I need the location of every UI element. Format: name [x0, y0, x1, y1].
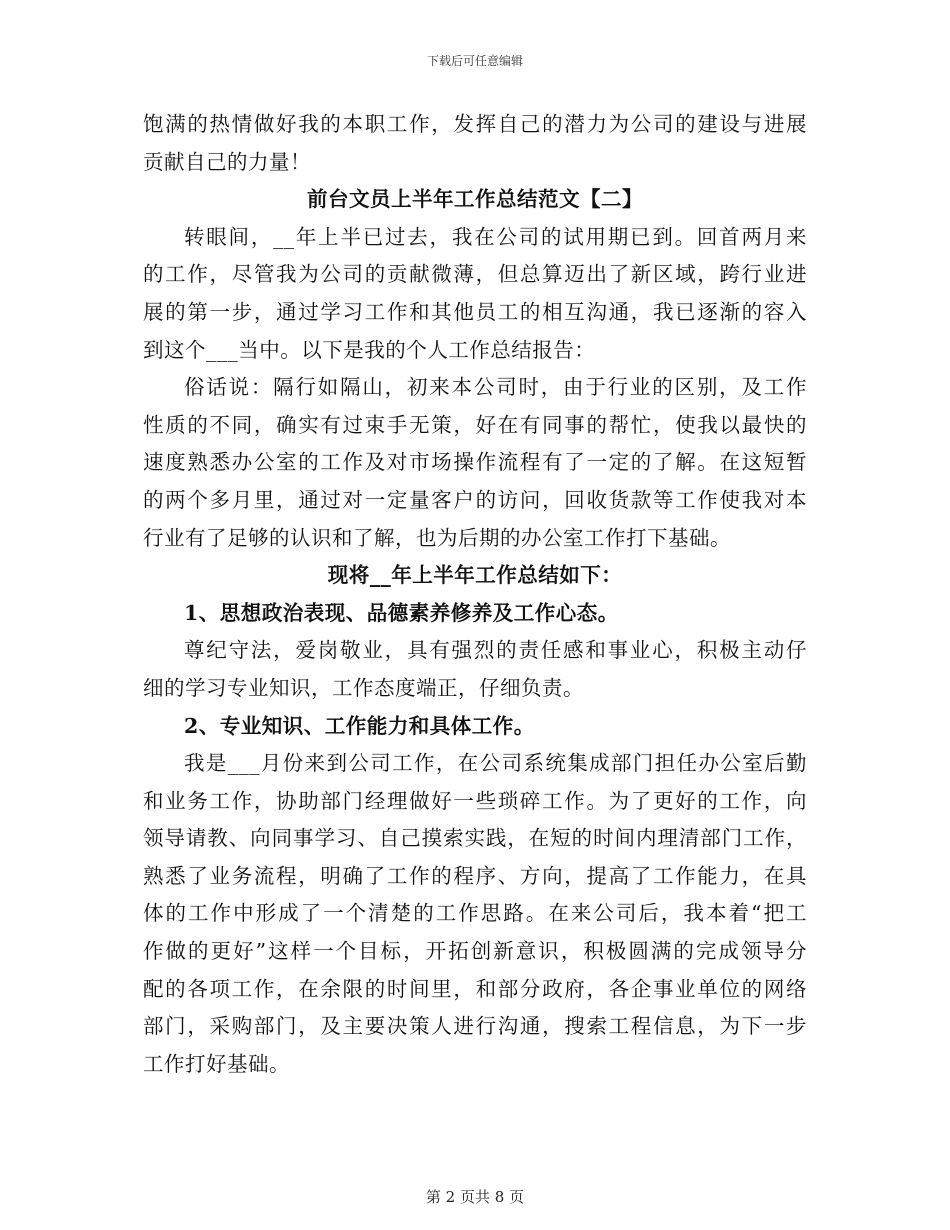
page-header: 下载后可任意编辑	[426, 54, 523, 68]
text-line: 速度熟悉办公室的工作及对市场操作流程有了一定的了解。在这短暂	[143, 450, 807, 475]
text-line: 工作打好基础。	[143, 1051, 290, 1076]
text-line: 细的学习专业知识，工作态度端正，仔细负责。	[143, 675, 584, 700]
text-line: 作做的更好”这样一个目标，开拓创新意识，积极圆满的完成领导分	[143, 939, 807, 964]
summary-heading: 现将__年上半年工作总结如下：	[327, 563, 623, 588]
text-line: 展的第一步，通过学习工作和其他员工的相互沟通，我已逐渐的容入	[143, 299, 807, 324]
subsection-heading: 2、专业知识、工作能力和具体工作。	[184, 713, 535, 738]
text-line: 饱满的热情做好我的本职工作，发挥自己的潜力为公司的建设与进展	[143, 112, 807, 136]
text-line: 性质的不同，确实有过束手无策，好在有同事的帮忙，使我以最快的	[143, 412, 807, 437]
text-line: 熟悉了业务流程，明确了工作的程序、方向，提高了工作能力，在具	[143, 863, 807, 888]
text-line: 部门，采购部门，及主要决策人进行沟通，搜索工程信息，为下一步	[143, 1014, 807, 1039]
text-line: 的两个多月里，通过对一定量客户的访问，回收货款等工作使我对本	[143, 487, 807, 512]
text-line: 和业务工作，协助部门经理做好一些琐碎工作。为了更好的工作，向	[143, 788, 807, 813]
text-line: 体的工作中形成了一个清楚的工作思路。在来公司后，我本着“把工	[143, 901, 807, 926]
text-line: 转眼间，__年上半已过去，我在公司的试用期已到。回首两月来	[184, 224, 807, 249]
text-line: 贡献自己的力量！	[143, 149, 311, 174]
text-line: 俗话说：隔行如隔山，初来本公司时，由于行业的区别，及工作	[184, 375, 807, 400]
text-line: 领导请教、向同事学习、自己摸索实践，在短的时间内理清部门工作，	[143, 826, 807, 851]
text-line: 的工作，尽管我为公司的贡献微薄，但总算迈出了新区域，跨行业进	[143, 262, 807, 287]
text-line: 到这个___当中。以下是我的个人工作总结报告：	[143, 337, 596, 362]
subsection-heading: 1、思想政治表现、品德素养修养及工作心态。	[184, 600, 619, 625]
section-title: 前台文员上半年工作总结范文【二】	[307, 187, 643, 212]
text-line: 行业有了足够的认识和了解，也为后期的办公室工作打下基础。	[143, 525, 731, 550]
page-footer: 第 2 页共 8 页	[425, 1188, 525, 1206]
document-body	[143, 106, 807, 1083]
text-line: 尊纪守法，爱岗敬业，具有强烈的责任感和事业心，积极主动仔	[184, 638, 807, 663]
text-line: 配的各项工作，在余限的时间里，和部分政府，各企事业单位的网络	[143, 976, 807, 1001]
text-line: 我是___月份来到公司工作，在公司系统集成部门担任办公室后勤	[184, 751, 807, 776]
